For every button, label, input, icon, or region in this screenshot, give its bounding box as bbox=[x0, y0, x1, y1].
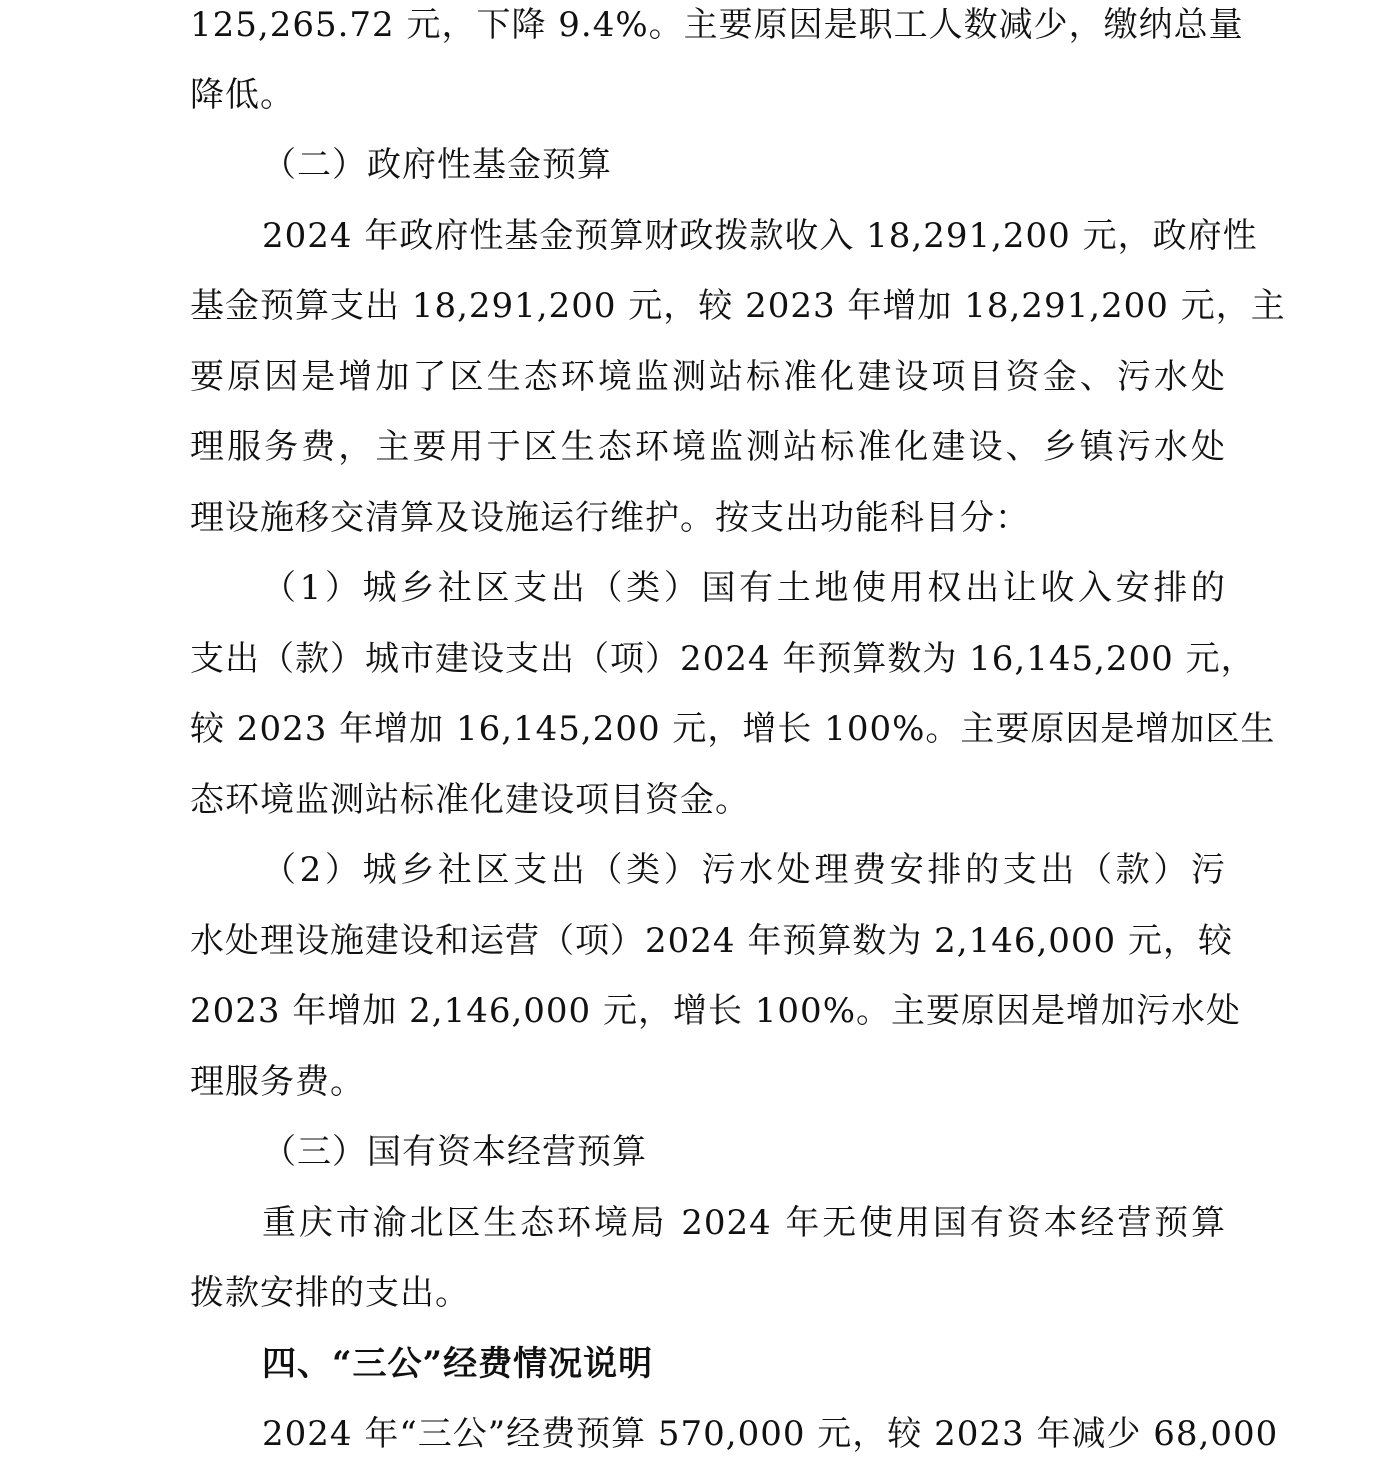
list-item-line: （1）城乡社区支出（类）国有土地使用权出让收入安排的 bbox=[262, 568, 1226, 608]
body-text-line: 理设施移交清算及设施运行维护。按支出功能科目分： bbox=[190, 498, 1030, 538]
list-item-line: 较 2023 年增加 16,145,200 元，增长 100%。主要原因是增加区生 bbox=[190, 709, 1276, 749]
list-item-line: 2023 年增加 2,146,000 元，增长 100%。主要原因是增加污水处 bbox=[190, 991, 1241, 1031]
body-text-line: 125,265.72 元，下降 9.4%。主要原因是职工人数减少，缴纳总量 bbox=[190, 5, 1244, 45]
body-text-line: 2024 年“三公”经费预算 570,000 元，较 2023 年减少 68,000 bbox=[262, 1414, 1279, 1454]
list-item-line: 理服务费。 bbox=[190, 1062, 365, 1102]
list-item-line: （2）城乡社区支出（类）污水处理费安排的支出（款）污 bbox=[262, 850, 1226, 890]
body-text-line: 降低。 bbox=[190, 75, 295, 115]
body-text-line: 理服务费，主要用于区生态环境监测站标准化建设、乡镇污水处 bbox=[190, 427, 1226, 467]
list-item-line: 支出（款）城市建设支出（项）2024 年预算数为 16,145,200 元， bbox=[190, 639, 1256, 679]
body-text-line: 重庆市渝北区生态环境局 2024 年无使用国有资本经营预算 bbox=[262, 1203, 1226, 1243]
section-heading: 四、“三公”经费情况说明 bbox=[262, 1344, 654, 1384]
body-text-line: 基金预算支出 18,291,200 元，较 2023 年增加 18,291,200 元，主 bbox=[190, 286, 1286, 326]
body-text-line: 要原因是增加了区生态环境监测站标准化建设项目资金、污水处 bbox=[190, 357, 1226, 397]
section-subheading: （二）政府性基金预算 bbox=[262, 145, 612, 185]
body-text-line: 2024 年政府性基金预算财政拨款收入 18,291,200 元，政府性 bbox=[262, 216, 1258, 256]
body-text-line: 拨款安排的支出。 bbox=[190, 1273, 470, 1313]
list-item-line: 态环境监测站标准化建设项目资金。 bbox=[190, 780, 750, 820]
section-subheading: （三）国有资本经营预算 bbox=[262, 1132, 647, 1172]
list-item-line: 水处理设施建设和运营（项）2024 年预算数为 2,146,000 元，较 bbox=[190, 921, 1233, 961]
